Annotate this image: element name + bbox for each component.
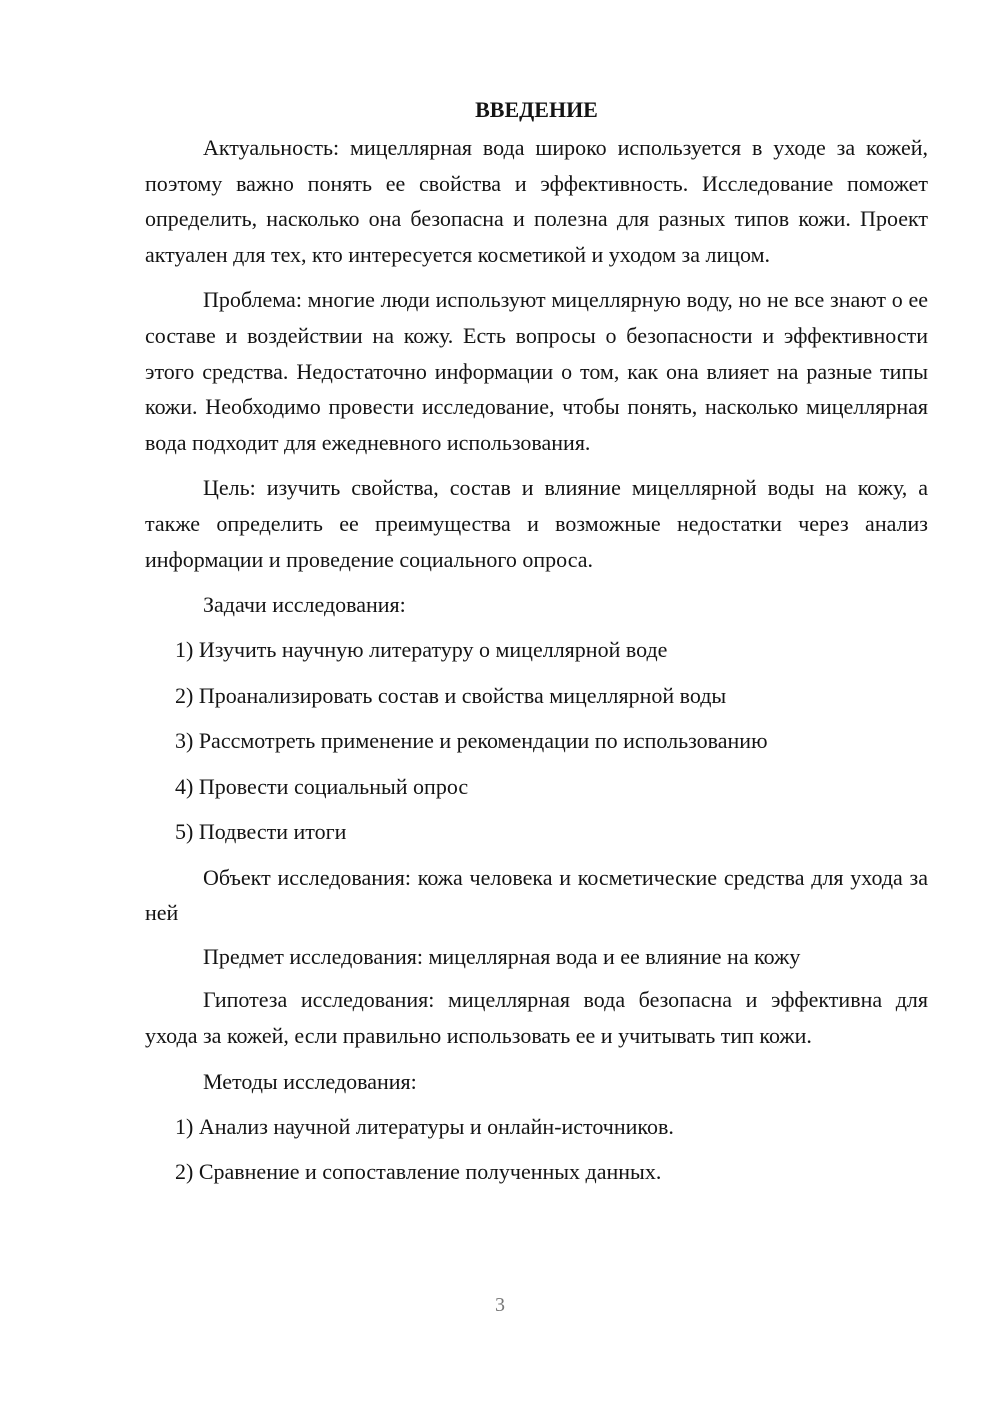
paragraph-object: Объект исследования: кожа человека и косметические средства для ухода за ней <box>145 864 928 926</box>
paragraph-subject: Предмет исследования: мицеллярная вода и ее влияние на кожу <box>203 943 801 969</box>
paragraph-problem: Проблема: многие люди используют мицеллярную воду, но не все знают о ее составе и воздействии на кожу. Есть вопросы о безопасности и эффективности этого средства. Недостаточно информации о том, как она влияет на разные типы кожи. Необходимо провести исследование, чтобы понять, насколько мицеллярная вода подходит для ежедневного использования. <box>145 287 928 455</box>
methods-heading: Методы исследования: <box>203 1068 417 1094</box>
list-item: 1) Анализ научной литературы и онлайн-источников. <box>175 1113 674 1139</box>
paragraph-goal: Цель: изучить свойства, состав и влияние мицеллярной воды на кожу, а также определить ее преимущества и возможные недостатки через анализ информации и проведение социального опроса. <box>145 475 928 572</box>
list-item: 4) Провести социальный опрос <box>175 773 469 799</box>
list-item: 2) Проанализировать состав и свойства мицеллярной воды <box>175 682 727 708</box>
paragraph-hypothesis: Гипотеза исследования: мицеллярная вода безопасна и эффективна для ухода за кожей, если правильно использовать ее и учитывать тип кожи. <box>145 987 928 1048</box>
page-number: 3 <box>495 1294 505 1316</box>
tasks-list <box>145 632 928 850</box>
list-item: 1) Изучить научную литературу о мицеллярной воде <box>175 637 668 663</box>
list-item: 3) Рассмотреть применение и рекомендации по использованию <box>175 728 768 754</box>
list-item: 5) Подвести итоги <box>175 819 347 845</box>
methods-list <box>145 1109 928 1191</box>
document-page <box>145 92 928 1200</box>
page-title: ВВЕДЕНИЕ <box>475 97 598 122</box>
paragraph-relevance: Актуальность: мицеллярная вода широко используется в уходе за кожей, поэтому важно понять ее свойства и эффективность. Исследование поможет определить, насколько она безопасна и полезна для разных типов кожи. Проект актуален для тех, кто интересуется косметикой и уходом за лицом. <box>145 135 928 267</box>
list-item: 2) Сравнение и сопоставление полученных данных. <box>175 1159 662 1185</box>
tasks-heading: Задачи исследования: <box>203 592 406 618</box>
